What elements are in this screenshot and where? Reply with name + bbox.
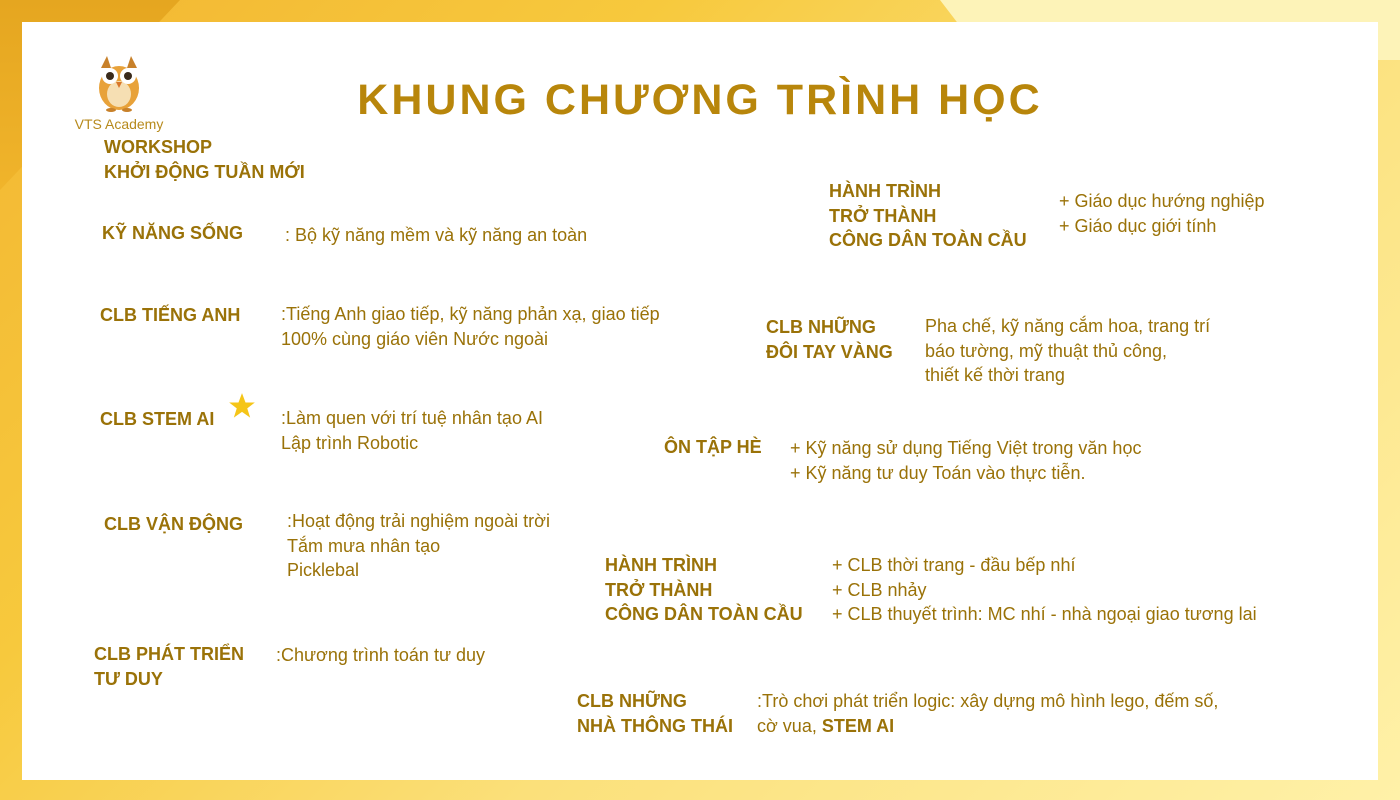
program-name-global-citizen-2: HÀNH TRÌNH TRỞ THÀNH CÔNG DÂN TOÀN CẦU	[605, 555, 803, 624]
program-name-summer-review: ÔN TẬP HÈ	[664, 437, 762, 457]
program-name-stem-ai: CLB STEM AI	[100, 409, 215, 429]
program-name-wise-club: CLB NHỮNG NHÀ THÔNG THÁI	[577, 691, 733, 736]
program-name-english-club: CLB TIẾNG ANH	[100, 305, 241, 325]
program-name-thinking-club: CLB PHÁT TRIỂN TƯ DUY	[94, 644, 244, 689]
program-desc-global-citizen-1: + Giáo dục hướng nghiệp + Giáo dục giới tính	[1059, 191, 1265, 236]
program-desc-life-skills: : Bộ kỹ năng mềm và kỹ năng an toàn	[285, 225, 588, 245]
program-desc-summer-review: + Kỹ năng sử dụng Tiếng Việt trong văn học + Kỹ năng tư duy Toán vào thực tiễn.	[790, 438, 1142, 483]
program-desc-global-citizen-2: + CLB thời trang - đầu bếp nhí + CLB nhảy + CLB thuyết trình: MC nhí - nhà ngoại giao tương lai	[832, 555, 1257, 624]
content-card	[22, 22, 1378, 780]
program-desc-english-club: :Tiếng Anh giao tiếp, kỹ năng phản xạ, giao tiếp 100% cùng giáo viên Nước ngoài	[281, 304, 660, 349]
program-desc-golden-hands: Pha chế, kỹ năng cắm hoa, trang trí báo tường, mỹ thuật thủ công, thiết kế thời trang	[925, 316, 1211, 385]
brand-name: VTS Academy	[74, 116, 164, 132]
program-name-life-skills: KỸ NĂNG SỐNG	[102, 223, 244, 243]
page-title: KHUNG CHƯƠNG TRÌNH HỌC	[357, 76, 1043, 124]
program-name-global-citizen-1: HÀNH TRÌNH TRỞ THÀNH CÔNG DÂN TOÀN CẦU	[829, 181, 1027, 250]
program-desc-thinking-club: :Chương trình toán tư duy	[276, 645, 486, 665]
program-desc-sports-club: :Hoạt động trải nghiệm ngoài trời Tắm mưa nhân tạo Picklebal	[287, 511, 550, 580]
program-name-sports-club: CLB VẬN ĐỘNG	[104, 514, 243, 534]
program-desc-wise-club: :Trò chơi phát triển logic: xây dựng mô hình lego, đếm số, cờ vua, STEM AI	[757, 691, 1219, 736]
program-name-golden-hands: CLB NHỮNG ĐÔI TAY VÀNG	[766, 317, 893, 362]
program-name-workshop: WORKSHOP KHỞI ĐỘNG TUẦN MỚI	[104, 137, 305, 182]
star-icon	[228, 392, 256, 420]
program-desc-stem-ai: :Làm quen với trí tuệ nhân tạo AI Lập trình Robotic	[281, 408, 543, 453]
